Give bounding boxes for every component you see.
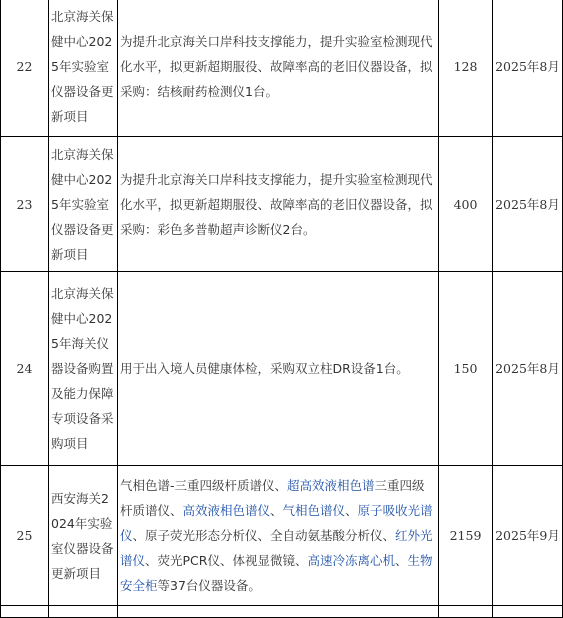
content-text: 三重四级杆质谱仪、 bbox=[120, 478, 425, 518]
project-name: 西安海关2024年实验室仪器设备更新项目 bbox=[49, 466, 118, 606]
content-text: 、荧光PCR仪、体视显微镜、 bbox=[145, 553, 308, 568]
equipment-link[interactable]: 生物安全柜 bbox=[120, 553, 433, 593]
table-row bbox=[1, 272, 563, 466]
project-name: 北京海关保健中心2025年实验室仪器设备更新项目 bbox=[49, 137, 118, 272]
equipment-link[interactable]: 红外光谱仪 bbox=[120, 528, 433, 568]
empty-cell bbox=[439, 606, 493, 618]
procurement-date: 2025年8月 bbox=[493, 272, 563, 466]
project-name: 北京海关保健中心2025年海关仪器设备购置及能力保障专项设备采购项目 bbox=[49, 272, 118, 466]
project-name: 北京海关保健中心2025年实验室仪器设备更新项目 bbox=[49, 0, 118, 137]
row-number: 23 bbox=[1, 137, 49, 272]
empty-cell bbox=[118, 606, 439, 618]
content-text: 为提升北京海关口岸科技支撑能力，提升实验室检测现代化水平，拟更新超期服役、故障率高的老旧仪器设备，拟采购：彩色多普勒超声诊断仪2台。 bbox=[120, 171, 433, 237]
row-number: 25 bbox=[1, 466, 49, 606]
procurement-date: 2025年8月 bbox=[493, 0, 563, 137]
procurement-content bbox=[118, 137, 439, 272]
procurement-content bbox=[118, 272, 439, 466]
empty-cell bbox=[493, 606, 563, 618]
equipment-link[interactable]: 原子吸收光谱仪 bbox=[120, 503, 433, 543]
procurement-date: 2025年8月 bbox=[493, 137, 563, 272]
budget-amount: 128 bbox=[439, 0, 493, 137]
content-text: 、 bbox=[394, 553, 408, 568]
content-text: 、 bbox=[270, 503, 283, 518]
row-number: 22 bbox=[1, 0, 49, 137]
table-row-partial bbox=[1, 606, 563, 618]
content-text: 、原子荧光形态分析仪、全自动氨基酸分析仪、 bbox=[132, 528, 396, 543]
procurement-content bbox=[118, 466, 439, 606]
equipment-link[interactable]: 气相色谱仪 bbox=[282, 503, 346, 518]
content-text: 气相色谱-三重四级杆质谱仪、 bbox=[120, 478, 288, 493]
procurement-date: 2025年9月 bbox=[493, 466, 563, 606]
row-number: 24 bbox=[1, 272, 49, 466]
empty-cell bbox=[49, 606, 118, 618]
content-text: 用于出入境人员健康体检，采购双立柱DR设备1台。 bbox=[120, 361, 409, 376]
empty-cell bbox=[1, 606, 49, 618]
table-row bbox=[1, 137, 563, 272]
table-row bbox=[1, 466, 563, 606]
content-text: 等37台仪器设备。 bbox=[157, 578, 261, 593]
table-row bbox=[1, 0, 563, 137]
procurement-content bbox=[118, 0, 439, 137]
budget-amount: 2159 bbox=[439, 466, 493, 606]
equipment-link[interactable]: 高速冷冻离心机 bbox=[307, 553, 395, 568]
content-text: 为提升北京海关口岸科技支撑能力，提升实验室检测现代化水平，拟更新超期服役、故障率高的老旧仪器设备，拟采购：结核耐药检测仪1台。 bbox=[120, 34, 433, 99]
content-text: 、 bbox=[345, 503, 358, 518]
equipment-link[interactable]: 超高效液相色谱 bbox=[287, 478, 375, 493]
budget-amount: 150 bbox=[439, 272, 493, 466]
equipment-link[interactable]: 高效液相色谱仪 bbox=[182, 503, 271, 518]
budget-amount: 400 bbox=[439, 137, 493, 272]
